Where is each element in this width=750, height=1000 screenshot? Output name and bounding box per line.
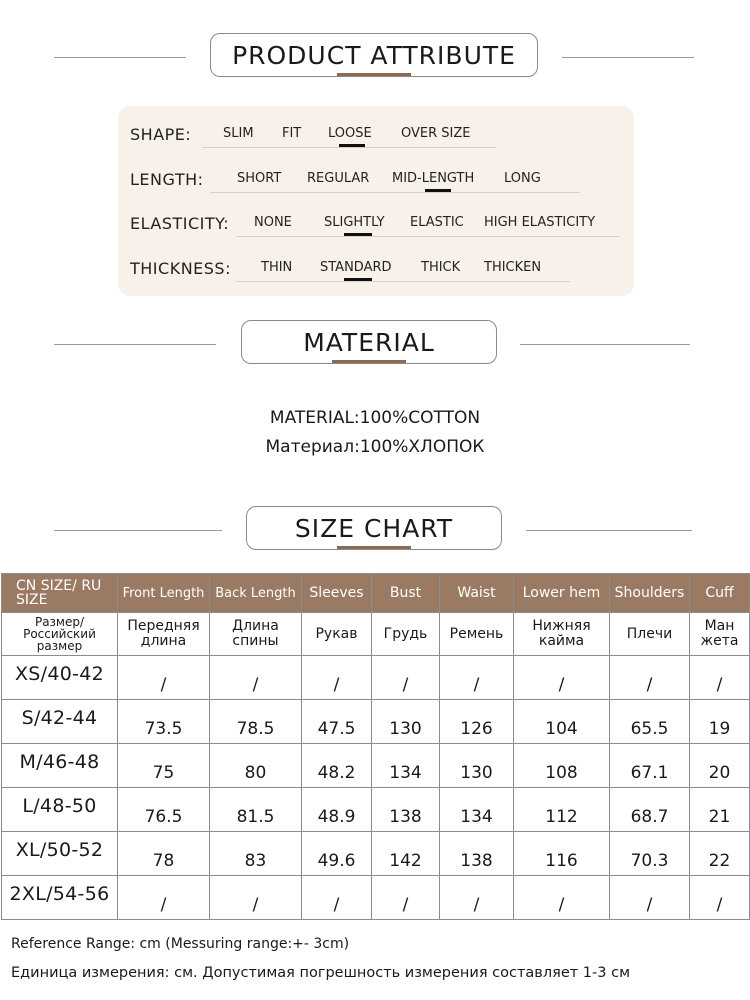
attr-row-shape — [118, 111, 634, 151]
attr-option-none: NONE — [254, 215, 292, 230]
attr-selected-marker-elasticity — [344, 233, 372, 236]
table-cell: / — [302, 876, 372, 920]
attr-option-slightly: SLIGHTLY — [324, 215, 385, 230]
attr-rule-length — [210, 192, 580, 193]
size-chart-header — [0, 506, 750, 554]
header-ru-sleeves: Рукав — [302, 613, 372, 656]
table-row — [2, 832, 750, 876]
table-cell: / — [210, 876, 302, 920]
table-cell: 22 — [690, 832, 750, 876]
header-ru-back-length: Длина спины — [210, 613, 302, 656]
table-cell: 116 — [514, 832, 610, 876]
table-cell: 48.2 — [302, 744, 372, 788]
attr-option-loose: LOOSE — [328, 126, 372, 141]
table-cell: / — [302, 656, 372, 700]
material-title — [241, 320, 497, 364]
attr-row-thickness — [118, 245, 634, 285]
header-cn-size: CN SIZE/ RU SIZE — [2, 574, 118, 613]
table-row — [2, 788, 750, 832]
material-title-text: MATERIAL — [303, 327, 435, 357]
attr-label-shape: SHAPE: — [130, 125, 192, 144]
reference-note-en: Reference Range: cm (Messuring range:+- 3cm) — [11, 936, 350, 952]
table-cell: / — [118, 656, 210, 700]
header-front-length: Front Length — [118, 574, 210, 613]
size-cell: XL/50-52 — [2, 832, 118, 876]
header-waist: Waist — [440, 574, 514, 613]
table-cell: / — [118, 876, 210, 920]
table-cell: / — [610, 876, 690, 920]
reference-note-ru: Единица измерения: см. Допустимая погрешность измерения составляет 1-3 см — [11, 965, 631, 981]
table-cell: 78 — [118, 832, 210, 876]
table-cell: 80 — [210, 744, 302, 788]
table-cell: 49.6 — [302, 832, 372, 876]
header-ru-waist: Ремень — [440, 613, 514, 656]
table-cell: / — [514, 876, 610, 920]
table-cell: / — [690, 876, 750, 920]
size-chart-title — [246, 506, 502, 550]
table-cell: 20 — [690, 744, 750, 788]
attr-option-long: LONG — [504, 171, 541, 186]
header-row-ru — [2, 613, 750, 656]
table-cell: 126 — [440, 700, 514, 744]
header-underline — [337, 73, 411, 76]
header-ru-lower-hem: Нижняя кайма — [514, 613, 610, 656]
size-cell: XS/40-42 — [2, 656, 118, 700]
table-cell: 75 — [118, 744, 210, 788]
product-attribute-title — [210, 33, 538, 77]
table-cell: 68.7 — [610, 788, 690, 832]
attr-option-elastic: ELASTIC — [410, 215, 464, 230]
table-cell: 104 — [514, 700, 610, 744]
size-chart-title-text: SIZE CHART — [294, 513, 454, 543]
attr-option-regular: REGULAR — [307, 171, 370, 186]
table-cell: 134 — [372, 744, 440, 788]
material-line-ru: Материал:100%ХЛОПОК — [265, 437, 485, 457]
attr-label-elasticity: ELASTICITY: — [130, 214, 230, 233]
header-lower-hem: Lower hem — [514, 574, 610, 613]
table-cell: 70.3 — [610, 832, 690, 876]
header-sleeves: Sleeves — [302, 574, 372, 613]
table-cell: 21 — [690, 788, 750, 832]
table-cell: 76.5 — [118, 788, 210, 832]
table-row — [2, 656, 750, 700]
table-cell: / — [210, 656, 302, 700]
attr-selected-marker-length — [425, 189, 451, 192]
material-header — [0, 320, 750, 368]
table-cell: / — [372, 876, 440, 920]
table-cell: / — [514, 656, 610, 700]
attr-option-thick: THICK — [421, 260, 461, 275]
header-underline — [337, 546, 411, 549]
attr-selected-marker-shape — [339, 144, 365, 147]
table-cell: 67.1 — [610, 744, 690, 788]
table-cell: / — [440, 656, 514, 700]
table-row — [2, 744, 750, 788]
header-shoulders: Shoulders — [610, 574, 690, 613]
attr-option-slim: SLIM — [223, 126, 254, 141]
attr-row-length — [118, 156, 634, 196]
table-row — [2, 876, 750, 920]
header-line-right — [562, 57, 694, 58]
attr-row-elasticity — [118, 200, 634, 240]
size-cell: S/42-44 — [2, 700, 118, 744]
attr-option-mid-length: MID-LENGTH — [392, 171, 475, 186]
table-cell: 130 — [440, 744, 514, 788]
attr-option-short: SHORT — [237, 171, 282, 186]
table-cell: 19 — [690, 700, 750, 744]
attr-option-standard: STANDARD — [320, 260, 392, 275]
table-cell: / — [610, 656, 690, 700]
attribute-panel — [118, 106, 634, 296]
size-cell: M/46-48 — [2, 744, 118, 788]
attr-option-thin: THIN — [261, 260, 293, 275]
header-ru-front-length: Передняя длина — [118, 613, 210, 656]
header-line-left — [54, 344, 216, 345]
attr-rule-elasticity — [236, 236, 620, 237]
attr-option-fit: FIT — [282, 126, 302, 141]
attr-rule-shape — [202, 147, 496, 148]
table-cell: 130 — [372, 700, 440, 744]
header-row-en — [2, 574, 750, 613]
table-cell: 142 — [372, 832, 440, 876]
header-ru-shoulders: Плечи — [610, 613, 690, 656]
material-line-en: MATERIAL:100%COTTON — [269, 408, 481, 428]
table-cell: / — [690, 656, 750, 700]
header-line-right — [526, 530, 692, 531]
size-cell: 2XL/54-56 — [2, 876, 118, 920]
header-cuff: Cuff — [690, 574, 750, 613]
table-cell: 47.5 — [302, 700, 372, 744]
table-cell: 112 — [514, 788, 610, 832]
table-cell: 65.5 — [610, 700, 690, 744]
header-ru-bust: Грудь — [372, 613, 440, 656]
attr-option-over-size: OVER SIZE — [401, 126, 471, 141]
size-chart-table — [1, 573, 750, 920]
table-cell: / — [372, 656, 440, 700]
header-ru-size: Размер/ Российский размер — [2, 613, 118, 656]
table-cell: 73.5 — [118, 700, 210, 744]
attr-label-length: LENGTH: — [130, 170, 204, 189]
product-attribute-header — [0, 33, 750, 81]
table-cell: 138 — [372, 788, 440, 832]
table-cell: 108 — [514, 744, 610, 788]
header-underline — [332, 360, 406, 363]
attr-rule-thickness — [236, 281, 570, 282]
header-line-right — [520, 344, 690, 345]
table-cell: / — [440, 876, 514, 920]
header-ru-cuff: Ман жета — [690, 613, 750, 656]
table-cell: 83 — [210, 832, 302, 876]
table-cell: 138 — [440, 832, 514, 876]
attr-selected-marker-thickness — [344, 278, 372, 281]
size-cell: L/48-50 — [2, 788, 118, 832]
product-attribute-title-text: PRODUCT ATTRIBUTE — [232, 40, 516, 70]
header-line-left — [54, 530, 222, 531]
table-cell: 81.5 — [210, 788, 302, 832]
attr-label-thickness: THICKNESS: — [130, 259, 231, 278]
table-cell: 134 — [440, 788, 514, 832]
table-cell: 78.5 — [210, 700, 302, 744]
header-line-left — [54, 57, 186, 58]
attr-option-high-elasticity: HIGH ELASTICITY — [484, 215, 596, 230]
table-cell: 48.9 — [302, 788, 372, 832]
table-row — [2, 700, 750, 744]
header-bust: Bust — [372, 574, 440, 613]
attr-option-thicken: THICKEN — [484, 260, 542, 275]
header-back-length: Back Length — [210, 574, 302, 613]
